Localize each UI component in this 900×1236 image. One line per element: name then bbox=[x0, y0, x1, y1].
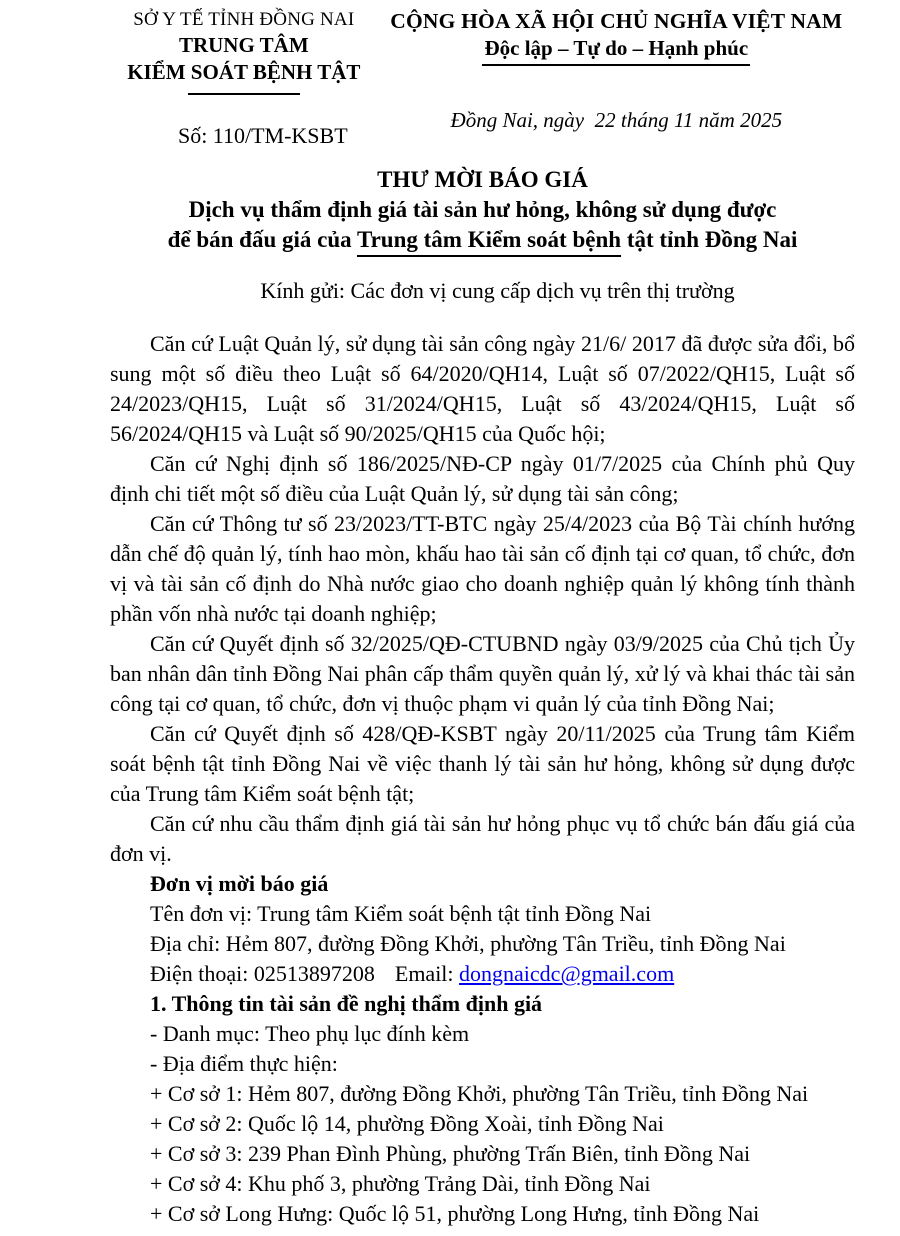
email-label: Email: bbox=[394, 961, 454, 986]
org-name-line2: KIỂM SOÁT BỆNH TẬT bbox=[127, 60, 361, 84]
list-item: + Cơ sở 1: Hẻm 807, đường Đồng Khởi, phường Tân Triều, tỉnh Đồng Nai bbox=[150, 1081, 809, 1106]
org-name-line1: TRUNG TÂM bbox=[178, 33, 309, 57]
title-line2: Dịch vụ thẩm định giá tài sản hư hỏng, không sử dụng được bbox=[188, 197, 777, 222]
document-body bbox=[110, 329, 855, 1229]
org-separator-line bbox=[188, 93, 300, 95]
list-item: - Địa điểm thực hiện: bbox=[150, 1051, 338, 1076]
document-header bbox=[110, 8, 855, 149]
legal-basis-paragraph: Căn cứ Quyết định số 428/QĐ-KSBT ngày 20/11/2025 của Trung tâm Kiểm soát bệnh tật tỉnh Đồng Nai về việc thanh lý tài sản hư hỏng, không sử dụng được của Trung tâm Kiểm soát bệnh tật; bbox=[110, 721, 855, 806]
issuing-org-block bbox=[110, 8, 378, 149]
title-line3-suffix: tật tỉnh Đồng Nai bbox=[621, 227, 798, 252]
national-title: CỘNG HÒA XÃ HỘI CHỦ NGHĨA VIỆT NAM bbox=[390, 9, 843, 33]
title-line3-underlined: Trung tâm Kiểm soát bệnh bbox=[356, 227, 622, 252]
email-link[interactable]: dongnaicdc@gmail.com bbox=[459, 961, 675, 986]
legal-basis-paragraph: Căn cứ Thông tư số 23/2023/TT-BTC ngày 25/4/2023 của Bộ Tài chính hướng dẫn chế độ quản lý, tính hao mòn, khấu hao tài sản cố định tại cơ quan, tổ chức, đơn vị và tài sản cố định do Nhà nước giao cho doanh nghiệp quản lý không tính thành phần vốn nhà nước tại doanh nghiệp; bbox=[110, 511, 855, 626]
legal-basis-paragraph: Căn cứ Nghị định số 186/2025/NĐ-CP ngày 01/7/2025 của Chính phủ Quy định chi tiết một số điều của Luật Quản lý, sử dụng tài sản công; bbox=[110, 451, 855, 506]
list-item: + Cơ sở Long Hưng: Quốc lộ 51, phường Long Hưng, tỉnh Đồng Nai bbox=[150, 1201, 760, 1226]
place-date-line: Đồng Nai, ngày 22 tháng 11 năm 2025 bbox=[450, 108, 783, 132]
legal-basis-paragraph: Căn cứ Quyết định số 32/2025/QĐ-CTUBND ngày 03/9/2025 của Chủ tịch Ủy ban nhân dân tỉnh Đồng Nai phân cấp thẩm quyền quản lý, xử lý và khai thác tài sản công tại cơ quan, tổ chức, đơn vị thuộc phạm vi quản lý của tỉnh Đồng Nai; bbox=[110, 631, 855, 716]
parent-org-name: SỞ Y TẾ TỈNH ĐỒNG NAI bbox=[133, 9, 355, 30]
legal-basis-paragraph: Căn cứ nhu cầu thẩm định giá tài sản hư hỏng phục vụ tổ chức bán đấu giá của đơn vị. bbox=[110, 811, 855, 866]
inviter-heading: Đơn vị mời báo giá bbox=[150, 871, 329, 896]
section1-heading: 1. Thông tin tài sản đề nghị thẩm định giá bbox=[150, 991, 543, 1016]
document-title bbox=[110, 165, 855, 255]
legal-basis-paragraph: Căn cứ Luật Quản lý, sử dụng tài sản công ngày 21/6/ 2017 đã được sửa đổi, bổ sung một số điều theo Luật số 64/2020/QH14, Luật số 07/2022/QH15, Luật số 24/2023/QH15, Luật số 31/2024/QH15, Luật số 43/2024/QH15, Luật số 56/2024/QH15 và Luật số 90/2025/QH15 của Quốc hội; bbox=[110, 331, 855, 446]
national-motto-wrap bbox=[378, 35, 855, 66]
national-motto: Độc lập – Tự do – Hạnh phúc bbox=[482, 35, 750, 66]
list-item: + Cơ sở 3: 239 Phan Đình Phùng, phường Trấn Biên, tỉnh Đồng Nai bbox=[150, 1141, 751, 1166]
list-item: - Danh mục: Theo phụ lục đính kèm bbox=[150, 1021, 470, 1046]
inviter-name-line: Tên đơn vị: Trung tâm Kiểm soát bệnh tật tỉnh Đồng Nai bbox=[150, 901, 652, 926]
title-line3 bbox=[110, 225, 855, 255]
salutation-line: Kính gửi: Các đơn vị cung cấp dịch vụ trên thị trường bbox=[260, 278, 735, 303]
phone-text: Điện thoại: 02513897208 bbox=[150, 961, 375, 986]
title-line3-prefix: để bán đấu giá của bbox=[167, 227, 357, 252]
title-line1: THƯ MỜI BÁO GIÁ bbox=[377, 167, 588, 192]
list-item: + Cơ sở 4: Khu phố 3, phường Trảng Dài, tỉnh Đồng Nai bbox=[150, 1171, 651, 1196]
inviter-contact-line bbox=[110, 959, 855, 989]
national-header-block bbox=[378, 8, 855, 133]
inviter-address-line: Địa chỉ: Hẻm 807, đường Đồng Khởi, phường Tân Triều, tỉnh Đồng Nai bbox=[150, 931, 786, 956]
list-item: + Cơ sở 2: Quốc lộ 14, phường Đồng Xoài, tỉnh Đồng Nai bbox=[150, 1111, 664, 1136]
document-number: Số: 110/TM-KSBT bbox=[177, 123, 348, 148]
